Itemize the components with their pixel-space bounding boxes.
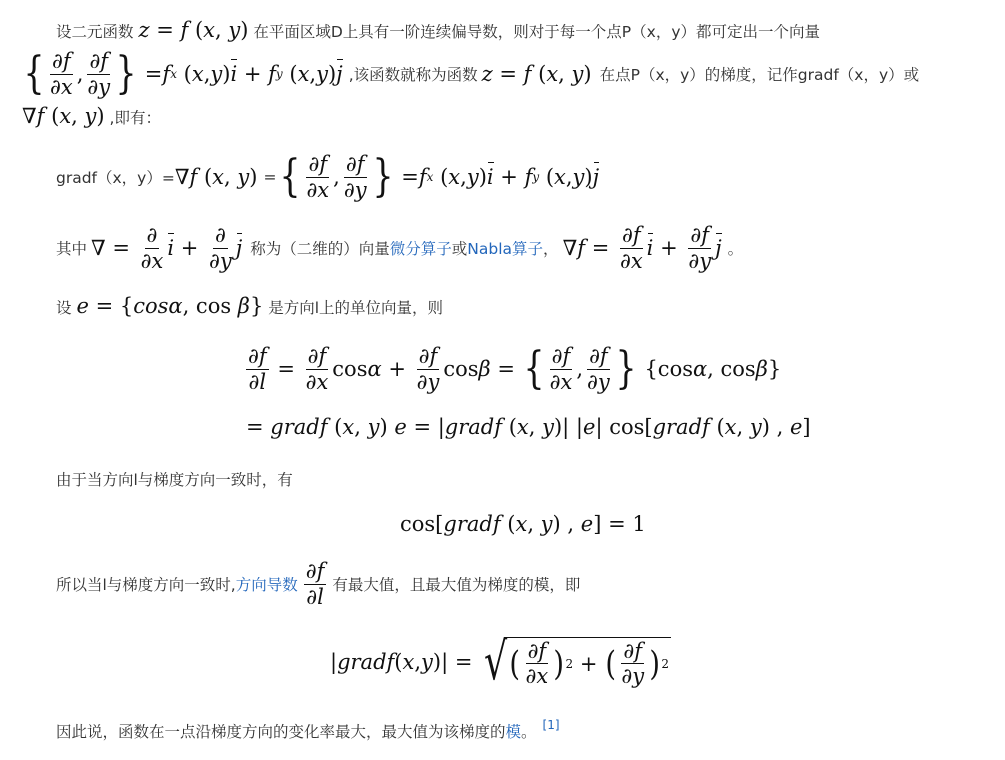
para2-gradf (56, 150, 599, 204)
link-differential-operator[interactable]: 微分算子 (389, 240, 452, 258)
para7-conclusion (56, 718, 560, 742)
para6 (56, 556, 580, 612)
para3-nabla (56, 220, 743, 276)
eq-nabla-operator: ∇ = $\frac{\partial}{\partial x}$ i + $\frac{\partial}{\partial y}$ j (91, 223, 243, 273)
para2-text-2: = (263, 168, 277, 186)
para1-text-2: 在平面区域D上具有一阶连续偏导数，则对于每一个点P（x，y）都可定出一个向量 (253, 23, 820, 41)
para3-text-5: 。 (727, 240, 744, 258)
eq-directional-derivative: $\frac{\partial f}{\partial l}$ = $\frac{\partial f}{\partial x}$ cos α + $\frac{\partial f}{\partial y}$ cos β = { $\frac{\partial f}{\partial x}$ , $\frac{\partial f}{\partial y}$ } {cos α , cos β } (248, 343, 782, 394)
para2-text-1: gradf（x，y）= (56, 169, 175, 187)
para4-unit-vector (56, 294, 443, 318)
para3-text-3: 或 (451, 240, 468, 258)
citation-ref-1[interactable]: [1] (542, 718, 560, 732)
para1-text-5: ,即有： (109, 109, 161, 127)
para6-text-1: 所以当l与梯度方向一致时, (56, 576, 236, 594)
link-nabla-operator[interactable]: Nabla算子 (467, 240, 544, 258)
eq-gradf-expansion: { $\frac{\partial f}{\partial x}$ , $\frac{\partial f}{\partial y}$ } = f x ( x , y ) i + f y ( x , y ) j (279, 151, 600, 202)
link-directional-derivative[interactable]: 方向导数 (235, 576, 298, 594)
eq-gradient-vector: { $\frac{\partial f}{\partial x}$ , $\frac{\partial f}{\partial y}$ } = f x ( x , y ) i + f y ( x , y ) j (23, 48, 343, 99)
para3-text-4: ， (543, 240, 559, 258)
para1-text-4: 在点P（x，y）的梯度，记作gradf（x，y）或 (599, 66, 920, 84)
para5-text-1: 由于当方向l与梯度方向一致时，有 (56, 471, 293, 489)
para4-text-1: 设 (56, 299, 72, 317)
eq-unit-vector: e = {cosα, cos β} (76, 294, 264, 318)
para1-line1 (56, 18, 820, 42)
eq-df-dl: $\frac{\partial f}{\partial l}$ (305, 559, 325, 609)
eq-gradient-magnitude: | gradf ( x , y )| = √ ( $\frac{\partial f}{\partial x}$ ) 2 + ( $\frac{\partial f}{\partial y}$ ) 2 (330, 632, 669, 692)
eq-function-def-2: z = f (x, y) (481, 62, 592, 86)
eq-nabla-f-expansion: ∇ f = $\frac{\partial f}{\partial x}$ i + $\frac{\partial f}{\partial y}$ j (562, 223, 722, 273)
link-modulus[interactable]: 模 (505, 723, 522, 741)
eq-function-def: z = f (x, y) (138, 18, 249, 42)
eq-cos-equals-one: cos[gradf (x, y) , e] = 1 (400, 512, 646, 536)
para1-line3 (22, 104, 161, 128)
para1-line2 (22, 45, 919, 103)
eq-gradf-dot-e: = gradf (x, y) e = |gradf (x, y)| |e| cos[gradf (x, y) , e] (246, 415, 811, 439)
para3-text-2: 称为（二维的）向量 (250, 240, 390, 258)
para1-text-1: 设二元函数 (56, 23, 134, 41)
para5 (56, 468, 293, 490)
para1-text-3: ,该函数就称为函数 (348, 66, 478, 84)
para3-text-1: 其中 (56, 240, 88, 258)
para4-text-2: 是方向l上的单位向量，则 (268, 299, 444, 317)
para7-text-1: 因此说，函数在一点沿梯度方向的变化率最大，最大值为该梯度的 (56, 723, 506, 741)
eq-nabla-f-2: ∇f (x, y) (174, 165, 258, 189)
para7-text-2: 。 (521, 723, 537, 741)
para6-text-2: 有最大值，且最大值为梯度的模，即 (332, 576, 581, 594)
eq-nabla-f: ∇f (x, y) (22, 104, 105, 128)
